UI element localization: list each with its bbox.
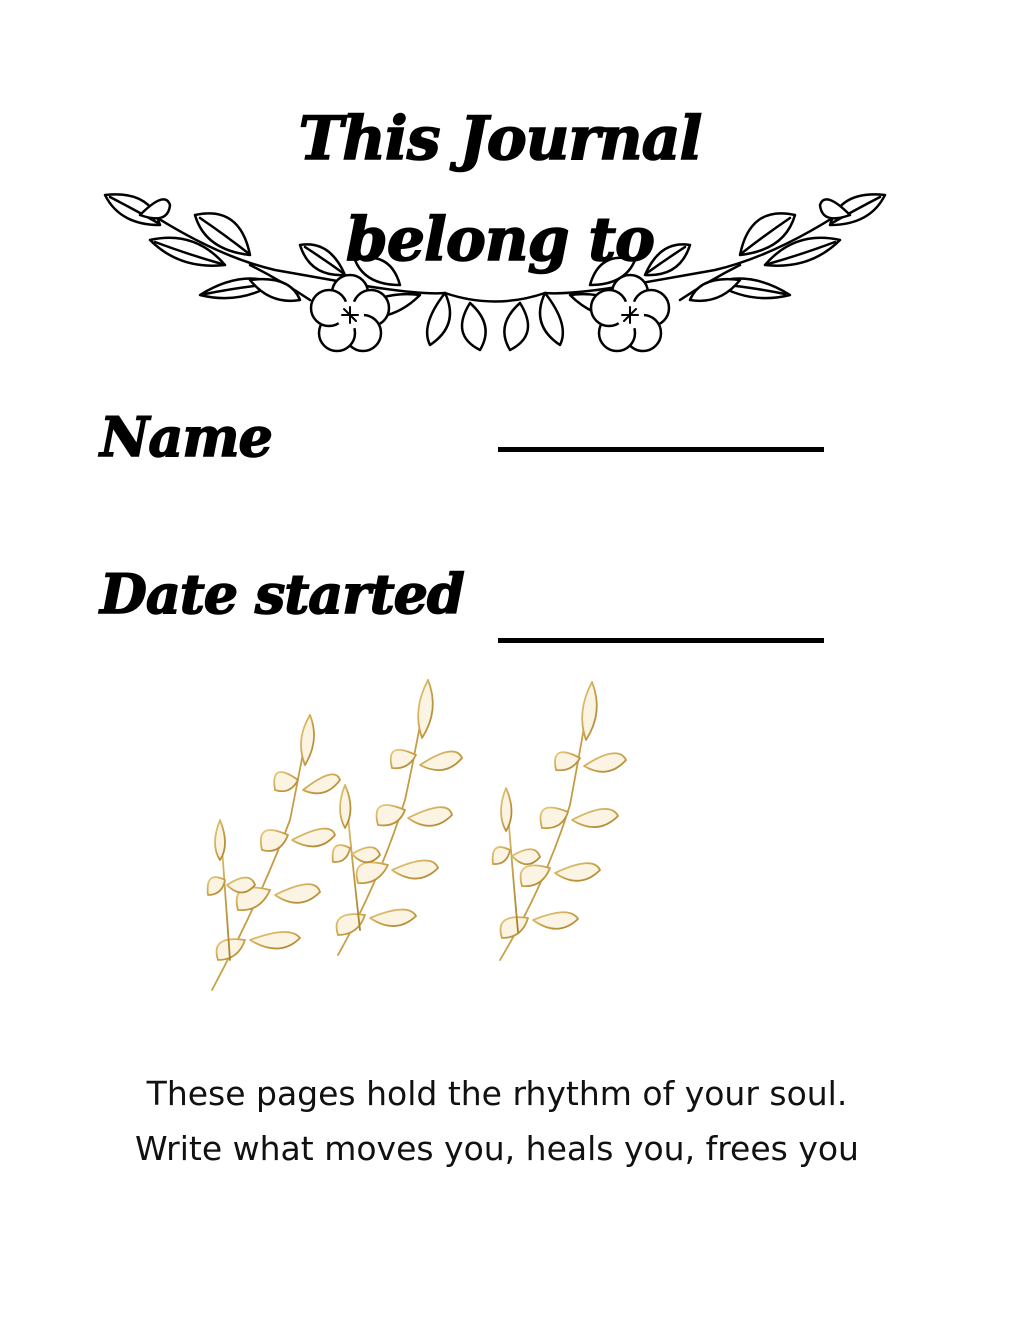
name-label: Name [100,405,272,469]
date-write-line [498,638,824,643]
title-line-2: belong to [345,205,655,275]
date-started-label: Date started [100,562,464,626]
journal-quote: These pages hold the rhythm of your soul. Write what moves you, heals you, frees you [135,1074,859,1168]
gold-leaf-branches-icon [200,670,640,1000]
title-line-1: This Journal [298,104,702,174]
name-write-line [498,447,824,452]
